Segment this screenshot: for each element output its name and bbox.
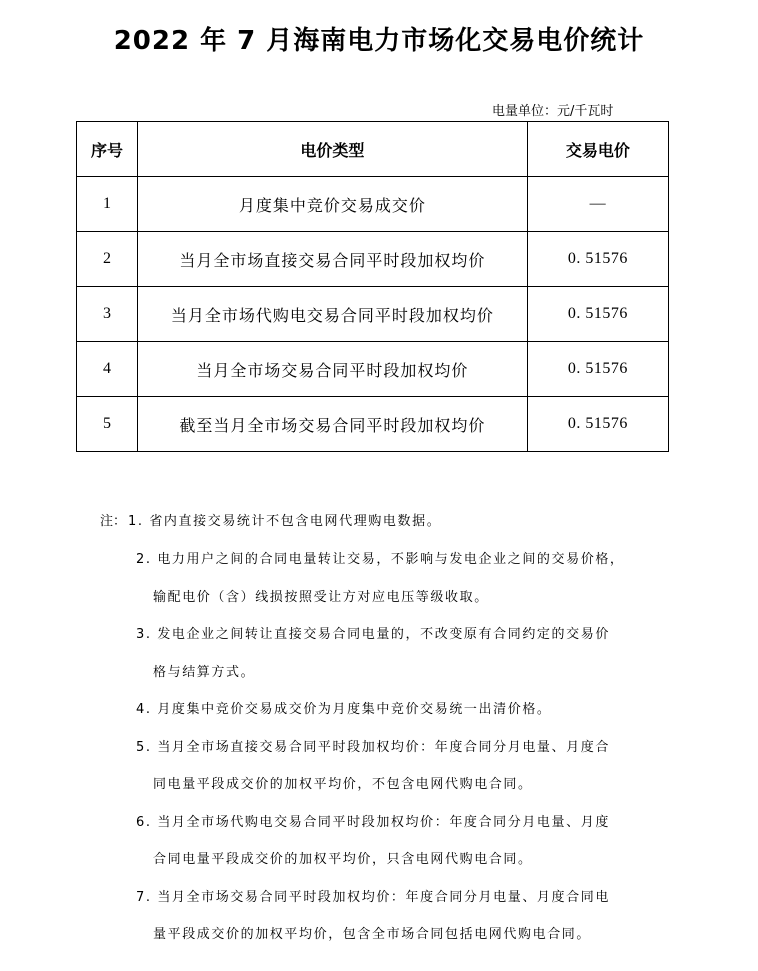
row-type: 月度集中竞价交易成交价 [138,177,528,232]
table-row [77,287,669,342]
row-type: 当月全市场交易合同平时段加权均价 [138,342,528,397]
note-line: 4. 月度集中竞价交易成交价为月度集中竞价交易统一出清价格。 [136,702,552,717]
note-line: 合同电量平段成交价的加权平均价，只含电网代购电合同。 [153,852,533,867]
note-line: 同电量平段成交价的加权平均价，不包含电网代购电合同。 [153,777,533,792]
row-type: 截至当月全市场交易合同平时段加权均价 [138,397,528,452]
note-line: 3. 发电企业之间转让直接交易合同电量的，不改变原有合同约定的交易价 [136,627,610,642]
header-type: 电价类型 [138,122,528,177]
note-line: 量平段成交价的加权平均价，包含全市场合同包括电网代购电合同。 [153,927,592,942]
row-no: 2 [77,232,138,287]
row-type: 当月全市场代购电交易合同平时段加权均价 [138,287,528,342]
page-title: 2022 年 7 月海南电力市场化交易电价统计 [113,26,645,56]
row-price: 0. 51576 [527,342,668,397]
note-line: 5. 当月全市场直接交易合同平时段加权均价：年度合同分月电量、月度合 [136,740,610,755]
note-line: 6. 当月全市场代购电交易合同平时段加权均价：年度合同分月电量、月度 [136,815,610,830]
note-line: 2. 电力用户之间的合同电量转让交易，不影响与发电企业之间的交易价格， [136,552,625,567]
note-line: 1. 省内直接交易统计不包含电网代理购电数据。 [128,514,442,529]
row-no: 5 [77,397,138,452]
row-type: 当月全市场直接交易合同平时段加权均价 [138,232,528,287]
row-no: 3 [77,287,138,342]
row-price: 0. 51576 [527,287,668,342]
note-line: 输配电价（含）线损按照受让方对应电压等级收取。 [153,590,489,605]
unit-label: 电量单位：元/千瓦时 [492,104,614,119]
note-line: 格与结算方式。 [153,665,256,680]
row-price: 0. 51576 [527,232,668,287]
row-no: 1 [77,177,138,232]
row-price: — [527,177,668,232]
table-row [77,232,669,287]
table-header-row [77,122,669,177]
note-line: 7. 当月全市场交易合同平时段加权均价：年度合同分月电量、月度合同电 [136,890,610,905]
row-price: 0. 51576 [527,397,668,452]
header-no: 序号 [77,122,138,177]
table-row [77,397,669,452]
table-row [77,342,669,397]
row-no: 4 [77,342,138,397]
header-price: 交易电价 [527,122,668,177]
table-row [77,177,669,232]
price-table [76,121,669,452]
notes-label: 注： [100,514,127,529]
